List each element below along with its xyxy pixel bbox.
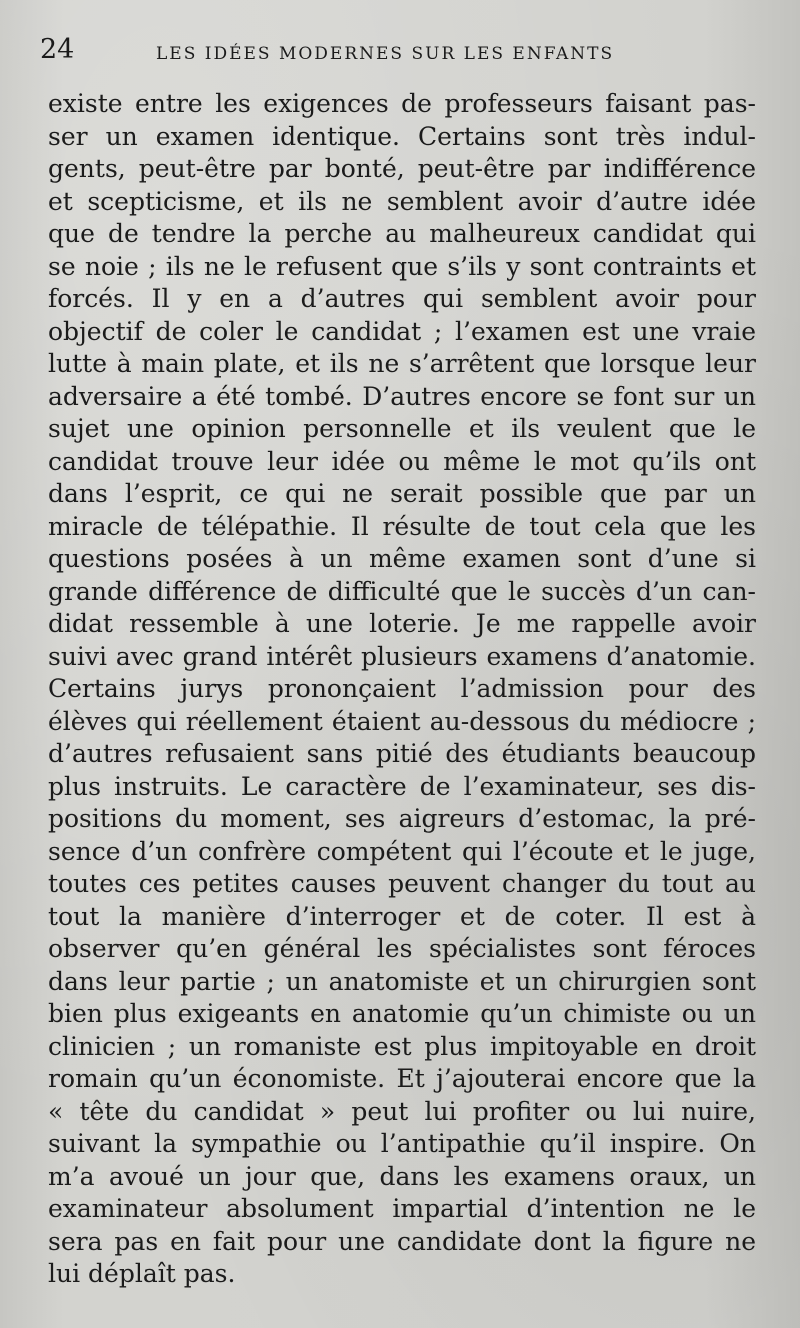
- text-line: romain qu’un économiste. Et j’ajouterai encore que la: [48, 1064, 756, 1093]
- text-line: sujet une opinion personnelle et ils veulent que le: [48, 414, 756, 443]
- text-line: bien plus exigeants en anatomie qu’un chimiste ou un: [48, 999, 756, 1028]
- body-text: [48, 88, 756, 1291]
- text-line: sera pas en fait pour une candidate dont la figure ne: [48, 1226, 756, 1256]
- text-line: didat ressemble à une loterie. Je me rappelle avoir: [48, 609, 756, 638]
- running-title: LES IDÉES MODERNES SUR LES ENFANTS: [156, 44, 615, 64]
- text-line: dans leur partie ; un anatomiste et un chirurgien sont: [48, 966, 756, 996]
- text-line: dans l’esprit, ce qui ne serait possible que par un: [48, 479, 756, 508]
- text-line: ser un examen identique. Certains sont très indul-: [48, 121, 756, 151]
- text-line: clinicien ; un romaniste est plus impitoyable en droit: [48, 1031, 756, 1061]
- text-line: questions posées à un même examen sont d’une si: [48, 544, 756, 573]
- text-line: grande différence de difficulté que le succès d’un can-: [48, 576, 756, 606]
- text-line: positions du moment, ses aigreurs d’estomac, la pré-: [48, 804, 756, 833]
- page-header: [40, 30, 760, 70]
- text-line: miracle de télépathie. Il résulte de tout cela que les: [48, 511, 756, 541]
- text-line: « tête du candidat » peut lui profiter ou lui nuire,: [48, 1096, 756, 1126]
- text-line: adversaire a été tombé. D’autres encore se font sur un: [48, 381, 756, 411]
- page-number: 24: [40, 34, 75, 65]
- text-line: suivant la sympathie ou l’antipathie qu’il inspire. On: [48, 1129, 756, 1158]
- text-line: toutes ces petites causes peuvent changer du tout au: [48, 869, 756, 898]
- text-line: tout la manière d’interroger et de coter. Il est à: [48, 901, 756, 931]
- text-line: lui déplaît pas.: [48, 1259, 236, 1288]
- text-line: forcés. Il y en a d’autres qui semblent avoir pour: [48, 284, 756, 313]
- text-line: plus instruits. Le caractère de l’examinateur, ses dis-: [48, 771, 756, 801]
- text-line: objectif de coler le candidat ; l’examen est une vraie: [48, 316, 756, 346]
- text-line: examinateur absolument impartial d’intention ne le: [48, 1194, 756, 1223]
- text-line: élèves qui réellement étaient au-dessous du médiocre ;: [48, 706, 756, 736]
- text-line: d’autres refusaient sans pitié des étudiants beaucoup: [48, 739, 756, 768]
- text-line: gents, peut-être par bonté, peut-être par indifférence: [48, 154, 756, 183]
- text-line: existe entre les exigences de professeurs faisant pas-: [48, 89, 756, 118]
- text-line: suivi avec grand intérêt plusieurs examens d’anatomie.: [48, 641, 756, 671]
- text-line: que de tendre la perche au malheureux candidat qui: [48, 219, 756, 248]
- text-line: candidat trouve leur idée ou même le mot qu’ils ont: [48, 446, 756, 476]
- text-line: sence d’un confrère compétent qui l’écoute et le juge,: [48, 836, 756, 866]
- text-line: se noie ; ils ne le refusent que s’ils y sont contraints et: [48, 251, 756, 281]
- text-line: observer qu’en général les spécialistes sont féroces: [48, 934, 756, 963]
- text-line: lutte à main plate, et ils ne s’arrêtent que lorsque leur: [48, 349, 756, 378]
- text-line: Certains jurys prononçaient l’admission pour des: [48, 674, 756, 703]
- text-line: m’a avoué un jour que, dans les examens oraux, un: [48, 1161, 756, 1191]
- text-line: et scepticisme, et ils ne semblent avoir d’autre idée: [48, 186, 756, 216]
